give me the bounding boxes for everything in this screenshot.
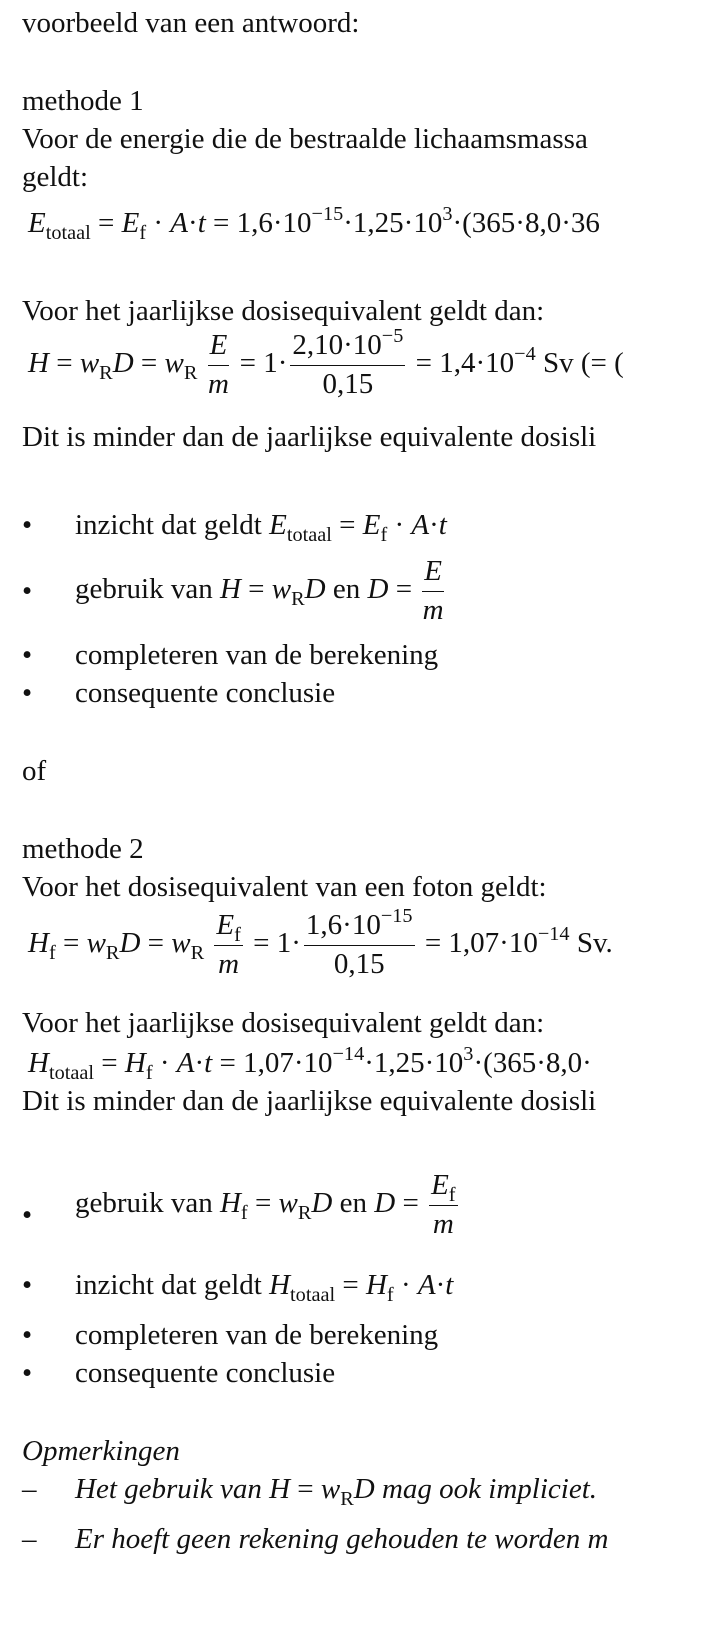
heading: voorbeeld van een antwoord: bbox=[22, 7, 360, 39]
remarks-title: Opmerkingen bbox=[22, 1435, 180, 1467]
method2-intro: Voor het dosisequivalent van een foton geldt: bbox=[22, 871, 547, 903]
method1-intro-line1: Voor de energie die de bestraalde lichaamsmassa bbox=[22, 123, 588, 155]
method2-conclusion: Dit is minder dan de jaarlijkse equivalente dosisli bbox=[22, 1085, 597, 1117]
method1-bullet-1: • inzicht dat geldt $E_{totaal} = E_f \cdot A\cdot t$ bbox=[22, 509, 447, 547]
method1-intro-line2: geldt: bbox=[22, 161, 89, 193]
method1-energy-equation: $E_{totaal} = E_f \cdot A\cdot t = 1,6\cdot 10^{-15}\cdot 1,25\cdot 10^3\cdot(365\cdot 8,0\cdot 36$ bbox=[28, 202, 600, 245]
method1-conclusion: Dit is minder dan de jaarlijkse equivalente dosisli bbox=[22, 421, 597, 453]
method2-bullet-1: • gebruik van $H_f = w_RD$ en D = $\frac{E_f}{m}$ bbox=[22, 1169, 456, 1240]
method2-bullet-4: • consequente conclusie bbox=[22, 1357, 336, 1389]
method2-title: methode 2 bbox=[22, 833, 144, 865]
method2-photon-equation: $H_f = w_RD = w_R$ $\frac{E_f}{m}$ = 1· $\frac{1,6\cdot 10^{-15}}{0,15}$ = $1,07\cdot 10^{-14}$ Sv. bbox=[28, 904, 613, 980]
method1-bullet-4: • consequente conclusie bbox=[22, 677, 336, 709]
remark-1: – Het gebruik van $H = w_RD$ mag ook impliciet. bbox=[22, 1473, 598, 1511]
or-separator: of bbox=[22, 755, 47, 787]
remark-2: – Er hoeft geen rekening gehouden te worden m bbox=[22, 1523, 609, 1555]
method2-dose-intro: Voor het jaarlijkse dosisequivalent geldt dan: bbox=[22, 1007, 545, 1039]
method2-total-dose-equation: $H_{totaal} = H_f \cdot A\cdot t = 1,07\cdot 10^{-14}\cdot 1,25\cdot 10^3\cdot(365\cdot 8,0\cdot$ bbox=[28, 1042, 592, 1085]
method1-bullet-3: • completeren van de berekening bbox=[22, 639, 439, 671]
method2-bullet-2: • inzicht dat geldt $H_{totaal} = H_f \cdot A\cdot t$ bbox=[22, 1269, 454, 1307]
method1-dose-equation: $H = w_RD = w_R$ $\frac{E}{m}$ = 1· $\frac{2,10\cdot 10^{-5}}{0,15}$ = $1,4\cdot 10^{-4}$ Sv (= ( bbox=[28, 324, 624, 400]
method1-dose-intro: Voor het jaarlijkse dosisequivalent geldt dan: bbox=[22, 295, 545, 327]
method1-bullet-2: • gebruik van $H = w_RD$ en D = $\frac{E}{m}$ bbox=[22, 555, 444, 626]
method1-title: methode 1 bbox=[22, 85, 144, 117]
method2-bullet-3: • completeren van de berekening bbox=[22, 1319, 439, 1351]
